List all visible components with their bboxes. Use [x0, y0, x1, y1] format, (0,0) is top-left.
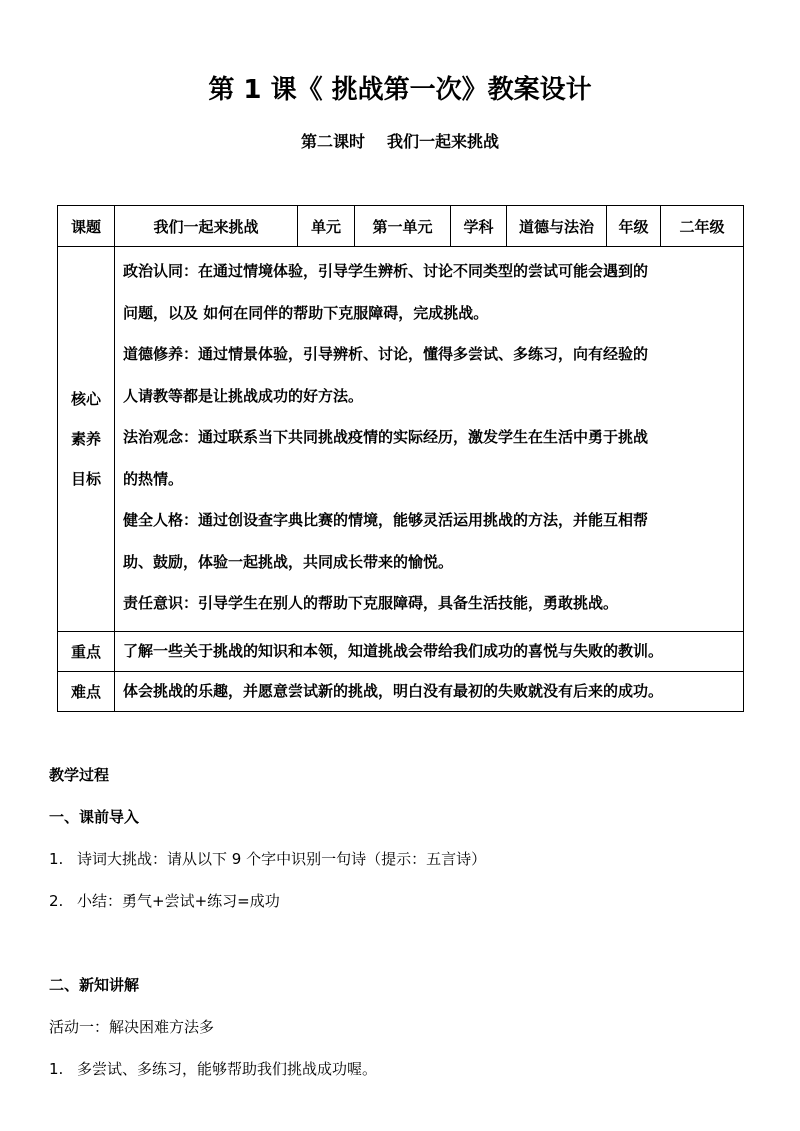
goals-label-line: 核心 — [70, 389, 101, 408]
document-subtitle — [0, 128, 800, 156]
key-point-text: 了解一些关于挑战的知识和本领，知道挑战会带给我们成功的喜悦与失败的教训。 — [115, 631, 744, 671]
cell-grade-value: 二年级 — [661, 206, 744, 247]
document-title: 第 1 课《 挑战第一次》教案设计 — [208, 75, 592, 105]
lesson-period: 第二课时 — [300, 132, 365, 151]
goals-label-line: 目标 — [70, 469, 101, 488]
cell-grade-label: 年级 — [607, 206, 661, 247]
goals-label-line: 素养 — [70, 429, 101, 448]
cell-subject-value: 道德与法治 — [507, 206, 607, 247]
list-item — [49, 1058, 377, 1079]
process-heading: 教学过程 — [49, 766, 110, 784]
goal-text-line: 责任意识：引导学生在别人的帮助下克服障碍，具备生活技能，勇敢挑战。 — [123, 594, 619, 612]
difficulty-text: 体会挑战的乐趣，并愿意尝试新的挑战，明白没有最初的失败就没有后来的成功。 — [115, 671, 744, 711]
goals-content — [115, 247, 744, 632]
cell-topic-label: 课题 — [58, 206, 115, 247]
cell-unit-label: 单元 — [298, 206, 355, 247]
activity-title: 活动一：解决困难方法多 — [49, 1018, 215, 1036]
section-new-knowledge-heading: 二、新知讲解 — [49, 976, 140, 994]
goal-text-line: 政治认同：在通过情境体验，引导学生辨析、讨论不同类型的尝试可能会遇到的 — [123, 262, 649, 280]
difficulty-label: 难点 — [58, 671, 115, 711]
list-item-text: 多尝试、多练习，能够帮助我们挑战成功喔。 — [77, 1060, 378, 1078]
key-point-row — [58, 631, 744, 671]
list-item-number: 1. — [49, 1060, 64, 1078]
list-item-number: 1. — [49, 850, 64, 868]
goal-text-line: 人请教等都是让挑战成功的好方法。 — [123, 386, 364, 405]
goal-text-line: 健全人格：通过创设查字典比赛的情境，能够灵活运用挑战的方法，并能互相帮 — [123, 511, 649, 529]
goal-text-line: 的热情。 — [123, 469, 184, 488]
list-item-number: 2. — [49, 892, 64, 910]
goals-row — [58, 247, 744, 632]
cell-topic-value: 我们一起来挑战 — [115, 206, 298, 247]
lesson-plan-table — [57, 205, 744, 712]
lesson-topic: 我们一起来挑战 — [387, 132, 500, 151]
goals-label — [58, 247, 115, 632]
goal-text-line: 助、鼓励，体验一起挑战，共同成长带来的愉悦。 — [123, 552, 454, 571]
difficulty-row — [58, 671, 744, 711]
key-point-label: 重点 — [58, 631, 115, 671]
list-item — [49, 890, 280, 911]
cell-unit-value: 第一单元 — [355, 206, 451, 247]
goal-text-line: 法治观念：通过联系当下共同挑战疫情的实际经历，激发学生在生活中勇于挑战 — [123, 428, 649, 446]
table-header-row — [58, 206, 744, 247]
section-intro-heading: 一、课前导入 — [49, 808, 140, 826]
cell-subject-label: 学科 — [451, 206, 507, 247]
goal-text-line: 问题，以及 如何在同伴的帮助下克服障碍，完成挑战。 — [123, 303, 489, 322]
list-item-text: 诗词大挑战：请从以下 9 个字中识别一句诗（提示：五言诗） — [77, 850, 487, 868]
list-item — [49, 848, 486, 869]
goal-text-line: 道德修养：通过情景体验，引导辨析、讨论，懂得多尝试、多练习，向有经验的 — [123, 345, 649, 363]
list-item-text: 小结：勇气+尝试+练习=成功 — [77, 892, 280, 910]
